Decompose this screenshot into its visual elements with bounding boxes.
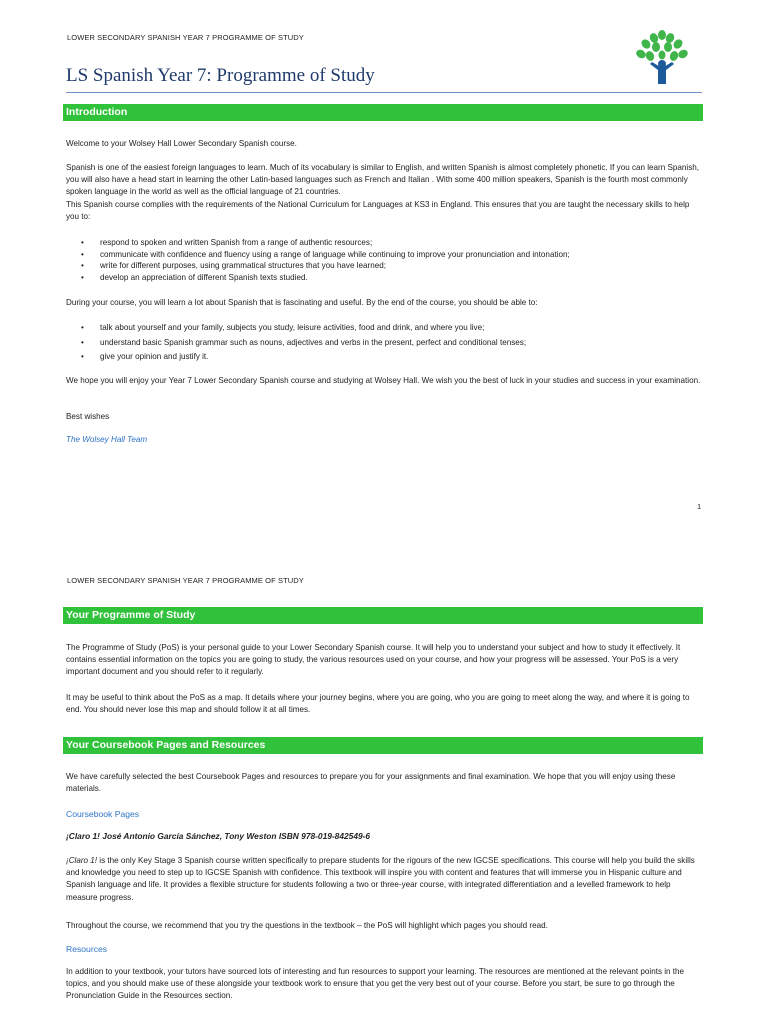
intro-para-2: This Spanish course complies with the requirements of the National Curriculum for Languages at KS3 in England. This ensures that you are taught the necessary skills to help you to: [66, 199, 690, 221]
tree-logo-icon [630, 28, 694, 88]
list-item [66, 237, 702, 249]
page-title: LS Spanish Year 7: Programme of Study [66, 65, 375, 86]
list-item [66, 351, 702, 363]
list-item-text: write for different purposes, using grammatical structures that you have learned; [100, 261, 386, 270]
welcome-line: Welcome to your Wolsey Hall Lower Secondary Spanish course. [66, 139, 297, 148]
list-item-text: understand basic Spanish grammar such as nouns, adjectives and verbs in the present, perfect and conditional tenses; [100, 337, 527, 347]
page-number: 1 [697, 502, 702, 511]
subheading-resources: Resources [66, 944, 108, 954]
section-heading-introduction: Introduction [63, 104, 703, 121]
bullet-icon: • [81, 238, 84, 247]
outcomes-intro-text: During your course, you will learn a lot about Spanish that is fascinating and useful. By the end of the course, you should be able to: [66, 298, 538, 307]
intro-paragraph [66, 162, 702, 223]
resources-text: In addition to your textbook, your tutors have sourced lots of interesting and fun resources to support your learning. The resources are mentioned at the relevant points in the topics, and you should make use of these alongside your textbook work to ensure that you get the very best out of your course. Before you start, be sure to go through the Pronunciation Guide in the Resources section. [66, 967, 685, 1001]
tree-logo [630, 28, 694, 88]
pos-paragraph-1 [66, 642, 702, 679]
section-heading-coursebook: Your Coursebook Pages and Resources [63, 737, 703, 754]
list-item-text: communicate with confidence and fluency using a range of language while continuing to improve your pronunciation and intonation; [100, 249, 570, 259]
bullet-icon: • [81, 337, 84, 347]
subheading-coursebook-pages: Coursebook Pages [66, 809, 140, 819]
bullet-icon: • [81, 352, 84, 361]
bullet-icon: • [81, 272, 84, 282]
list-item-text: give your opinion and justify it. [100, 352, 209, 361]
bullet-icon: • [81, 261, 84, 270]
sign-off: Best wishes [66, 412, 110, 421]
list-item-text: develop an appreciation of different Spanish texts studied. [100, 272, 308, 282]
throughout-paragraph [66, 920, 702, 932]
list-item [66, 249, 702, 261]
coursebook-para-text: We have carefully selected the best Coursebook Pages and resources to prepare you for your assignments and final examination. We hope that you will enjoy using these materials. [66, 772, 676, 794]
claro-body: is the only Key Stage 3 Spanish course written specifically to prepare students for the rigours of the new IGCSE specifications. This course will help you build the skills and knowledge you need to step up to IGCSE Spanish with confidence. This textbook will inspire you with content and features that will immerse you in Hispanic culture and Spanish language and life. It provides a flexible structure for students following a two or three-year course, with integrated differentiation and a levelled framework to help measure progress. [66, 856, 695, 902]
title-divider [66, 92, 702, 93]
list-item-text: talk about yourself and your family, subjects you study, leisure activities, food and drink, and where you live; [100, 323, 485, 332]
running-header: LOWER SECONDARY SPANISH YEAR 7 PROGRAMME OF STUDY [67, 33, 304, 42]
closing-paragraph [66, 375, 702, 387]
bullet-icon: • [81, 323, 84, 332]
list-item [66, 337, 702, 349]
list-item [66, 272, 702, 284]
resources-paragraph [66, 966, 702, 1003]
running-header: LOWER SECONDARY SPANISH YEAR 7 PROGRAMME OF STUDY [67, 576, 304, 585]
section-heading-programme: Your Programme of Study [63, 607, 703, 624]
claro-title: ¡Claro 1! [66, 856, 98, 865]
claro-para-text [66, 855, 702, 904]
claro-paragraph [66, 855, 702, 904]
pos-paragraph-2 [66, 692, 702, 716]
skills-list [66, 237, 702, 283]
outcomes-list [66, 322, 702, 363]
coursebook-paragraph [66, 771, 702, 795]
intro-para-1: Spanish is one of the easiest foreign languages to learn. Much of its vocabulary is similar to English, and written Spanish is almost completely phonetic. If you can learn Spanish, you will also have a head start in learning the other Latin-based languages such as French and Italian . With some 400 million speakers, Spanish is the fourth most commonly spoken language in the world as well as the official language of 21 countries. [66, 163, 700, 197]
welcome-text [66, 138, 702, 150]
list-item [66, 260, 702, 272]
bullet-icon: • [81, 249, 84, 259]
pos-para-2-text: It may be useful to think about the PoS as a map. It details where your journey begins, where you are going, who you are going to meet along the way, and where it is going to end. You should never lose this map and should follow it at all times. [66, 693, 690, 715]
book-reference: ¡Claro 1! José Antonio García Sánchez, Tony Weston ISBN 978-019-842549-6 [66, 831, 371, 841]
outcomes-intro [66, 297, 702, 309]
list-item [66, 322, 702, 334]
list-item-text: respond to spoken and written Spanish from a range of authentic resources; [100, 238, 373, 247]
pos-para-1-text: The Programme of Study (PoS) is your personal guide to your Lower Secondary Spanish course. It will help you to understand your subject and how to study it effectively. It contains essential information on the topics you are going to study, the various resources used on your course, and how your progress will be assessed. Your PoS is a very important document and you should refer to it regularly. [66, 643, 681, 677]
throughout-text: Throughout the course, we recommend that you try the questions in the textbook – the PoS will highlight which pages you should read. [66, 921, 548, 930]
closing-text: We hope you will enjoy your Year 7 Lower Secondary Spanish course and studying at Wolsey Hall. We wish you the best of luck in your studies and success in your examination. [66, 376, 701, 385]
team-signature: The Wolsey Hall Team [66, 435, 148, 444]
